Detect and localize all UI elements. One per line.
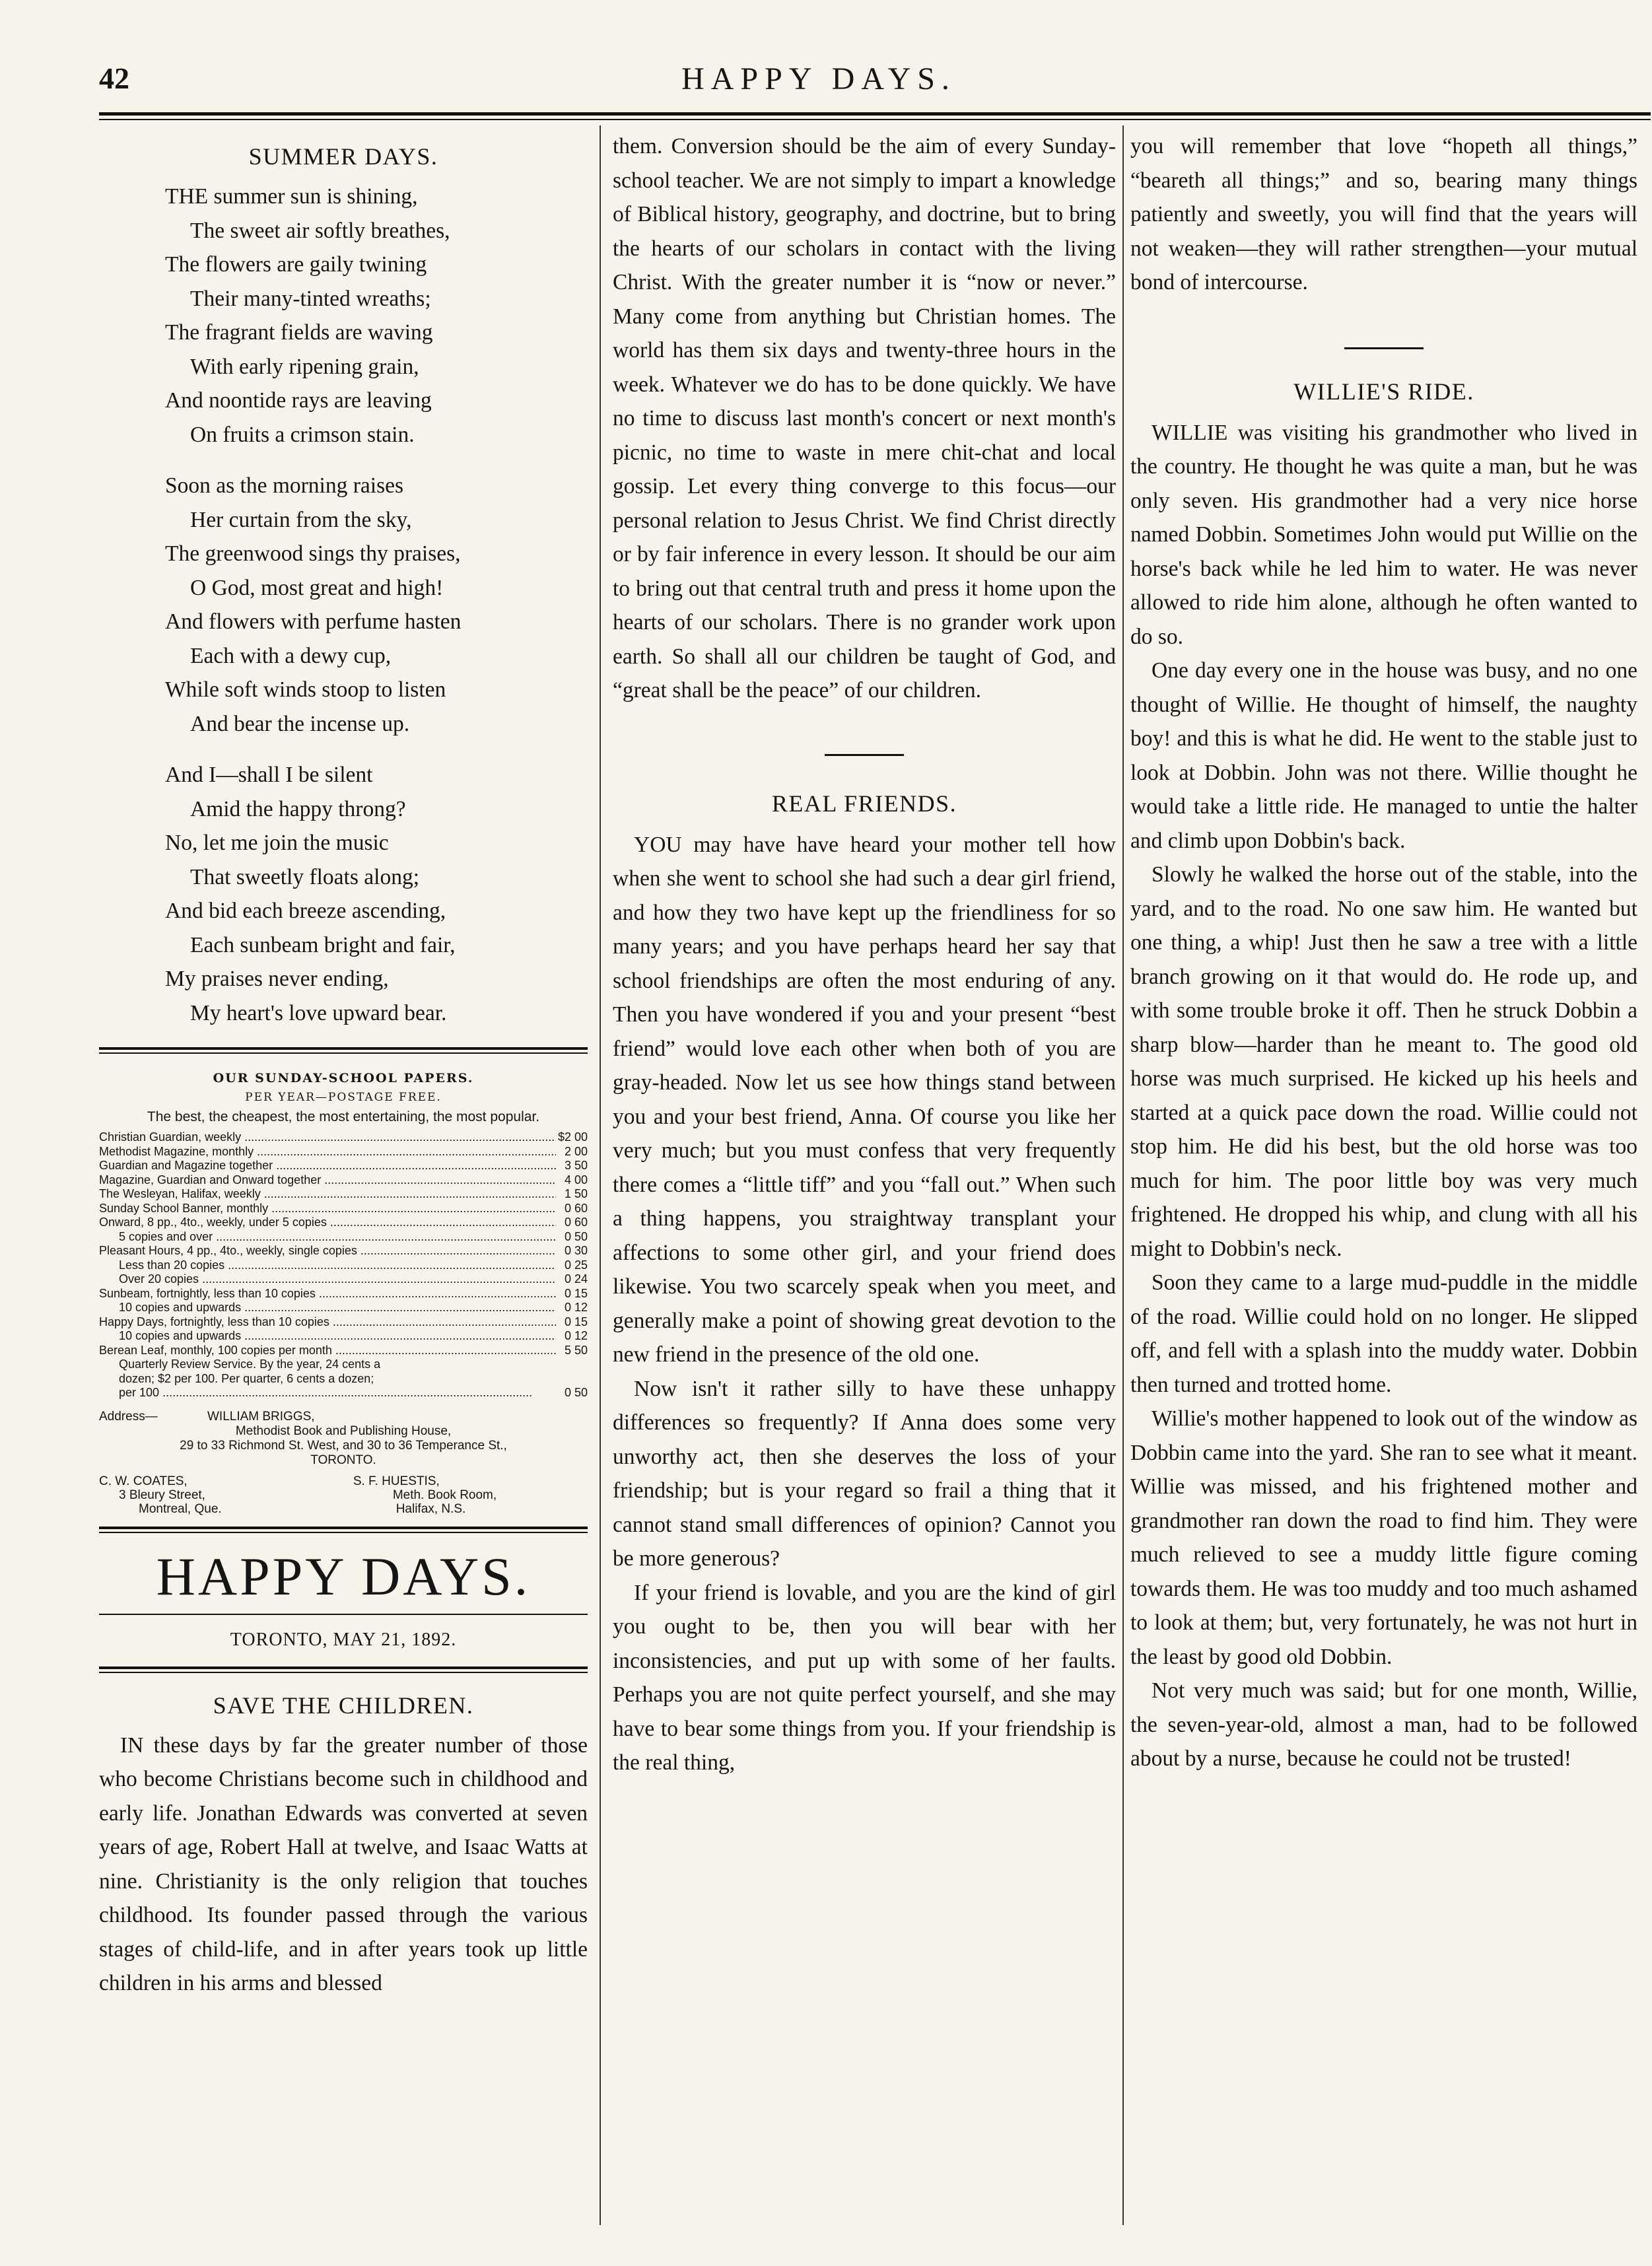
publication-name: Happy Days, fortnightly, less than 10 copies ..... — [99, 1315, 556, 1330]
price: 1 50 — [564, 1187, 588, 1200]
price-row — [99, 1386, 588, 1400]
paragraph: Soon they came to a large mud-puddle in the middle of the road. Willie could hold on no longer. He slipped off, and fell with a splash into the muddy water. Dobbin then turned and trotted home. — [1130, 1270, 1637, 1397]
price: 5 50 — [564, 1343, 588, 1357]
publication-name: per 100 ..... — [99, 1386, 556, 1400]
paragraph: was visiting his grandmother who lived in the country. He thought he was quite a man, but he was only seven. His grandmother had a very nice horse named Dobbin. Sometimes John would put Willie on the horse's back while he led him to water. He was never allowed to ride him alone, although he often wanted to do so. — [1130, 420, 1637, 649]
drop-word: YOU — [634, 832, 682, 857]
price: 0 12 — [564, 1301, 588, 1314]
column-3 — [1130, 129, 1637, 1776]
page-number: 42 — [99, 61, 129, 95]
price-row — [99, 1357, 588, 1372]
publication-name: 5 copies and over ..... — [99, 1230, 556, 1245]
price: 0 50 — [564, 1229, 588, 1243]
agent-montreal — [99, 1474, 333, 1516]
poem-line: My praises never ending, — [165, 967, 389, 991]
agent-city: Montreal, Que. — [139, 1501, 222, 1516]
price: $2 00 — [557, 1130, 588, 1144]
poem-line: Each with a dewy cup, — [190, 643, 392, 668]
price — [556, 1357, 588, 1372]
poem-line: The fragrant fields are waving — [165, 320, 433, 345]
price: 3 50 — [564, 1159, 588, 1172]
poem-line: Her curtain from the sky, — [190, 507, 412, 532]
section-rule — [99, 1527, 588, 1533]
column-divider — [1122, 125, 1124, 2225]
running-title: HAPPY DAYS. — [681, 61, 956, 96]
publication-name: Magazine, Guardian and Onward together ..... — [99, 1173, 556, 1188]
price-row — [99, 1272, 588, 1287]
publication-name: Onward, 8 pp., 4to., weekly, under 5 copies ..... — [99, 1216, 556, 1230]
article-real-friends-continued — [1130, 129, 1637, 300]
address-line: 29 to 33 Richmond St. West, and 30 to 36 Temperance St., — [180, 1438, 507, 1453]
poem-line: Each sunbeam bright and fair, — [190, 932, 456, 957]
column-divider — [600, 125, 601, 2225]
poem-line: My heart's love upward bear. — [190, 1000, 447, 1025]
paragraph: them. Conversion should be the aim of every Sunday-school teacher. We are not simply to impart a knowledge of Biblical history, geography, and doctrine, but to bring the hearts of our scholars in contact with the living Christ. With the greater number it is “now or never.” Many come from anything but Christian homes. The world has them six days and twenty-three hours in the week. Whatever we do has to be done quickly. We have no time to discuss last month's concert or next month's picnic, no time to waste in mere chit-chat and local gossip. Let every thing converge to this focus—our personal relation to Jesus Christ. We find Christ directly or by fair inference in every lesson. It should be our aim to bring out that central truth and press it home upon the hearts of our scholars. There is no grander work upon earth. So shall all our children be taught of God, and “great shall be the peace” of our children. — [613, 134, 1116, 703]
price: 0 25 — [564, 1258, 588, 1272]
price-row — [99, 1230, 588, 1245]
publication-name: Christian Guardian, weekly ..... — [99, 1130, 556, 1145]
publication-name: Sunday School Banner, monthly ..... — [99, 1202, 556, 1216]
article-title-real-friends: REAL FRIENDS. — [771, 790, 957, 817]
price: 0 15 — [564, 1286, 588, 1300]
publication-name: Methodist Magazine, monthly ..... — [99, 1145, 556, 1159]
agent-halifax — [353, 1474, 588, 1516]
poem-line: Their many-tinted wreaths; — [190, 286, 431, 311]
price: 0 15 — [564, 1315, 588, 1328]
price-list — [99, 1130, 588, 1400]
agent-street: 3 Bleury Street, — [119, 1488, 205, 1502]
poem-line: Amid the happy throng? — [190, 796, 406, 821]
price: 0 50 — [564, 1386, 588, 1399]
paragraph: Now isn't it rather silly to have these unhappy differences so frequently? If Anna does some very unworthy act, then she deserves the loss of your friendship; but is your regard so frail a thing that it cannot stand small differences of opinion? Cannot you be more generous? — [613, 1376, 1116, 1571]
price-row — [99, 1216, 588, 1230]
price: 0 30 — [564, 1244, 588, 1257]
poem-line: And I—shall I be silent — [165, 763, 373, 787]
poem-line: And bid each breeze ascending, — [165, 899, 446, 923]
price: 4 00 — [564, 1173, 588, 1186]
poem-line: That sweetly floats along; — [190, 864, 420, 889]
masthead-title: HAPPY DAYS. — [156, 1546, 531, 1606]
paragraph: Slowly he walked the horse out of the stable, into the yard, and to the road. No one saw him. He wanted but one thing, a whip! Just then he saw a tree with a little branch growing on it that would do. He rode up, and with some trouble broke it off. Then he struck Dobbin a sharp blow—harder than he meant to. The good old horse was much surprised. He kicked up his heels and started at a quick pace down the road. Willie could not stop him. He did his best, but the old horse was too much for him. The poor little boy was very much frightened. He dropped his whip, and clung with all his might to Dobbin's neck. — [1130, 862, 1637, 1261]
publication-name: Guardian and Magazine together ..... — [99, 1159, 556, 1173]
drop-word: WILLIE — [1152, 420, 1228, 445]
publication-name: Less than 20 copies ..... — [99, 1258, 556, 1273]
papers-title: OUR SUNDAY-SCHOOL PAPERS. — [213, 1071, 474, 1085]
address-label: Address— — [99, 1409, 158, 1424]
article-real-friends — [613, 828, 1116, 1780]
poem-line: And noontide rays are leaving — [165, 388, 432, 413]
drop-word: IN — [120, 1733, 144, 1758]
publication-name: Over 20 copies ..... — [99, 1272, 556, 1287]
price: 0 24 — [564, 1272, 588, 1286]
article-title-willies-ride: WILLIE'S RIDE. — [1293, 378, 1474, 405]
running-header — [99, 61, 1538, 114]
poem-line: O God, most great and high! — [190, 575, 444, 600]
agent-city: Halifax, N.S. — [396, 1501, 466, 1516]
price-row — [99, 1287, 588, 1301]
price — [556, 1372, 588, 1387]
poem-title: SUMMER DAYS. — [248, 143, 438, 170]
price: 0 60 — [564, 1216, 588, 1229]
price-row — [99, 1187, 588, 1202]
section-rule — [99, 1666, 588, 1673]
poem-body — [99, 180, 588, 1030]
address-line: Methodist Book and Publishing House, — [235, 1424, 452, 1438]
poem-line: Soon as the morning raises — [165, 473, 404, 498]
poem-stanza — [165, 758, 588, 1030]
paragraph: If your friend is lovable, and you are the kind of girl you ought to be, then you will bear with her inconsistencies, and put up with some of her faults. Perhaps you are not quite perfect yourself, and she may have to bear some things from you. If your friendship is the real thing, — [613, 1580, 1116, 1775]
poem-line: And flowers with perfume hasten — [165, 609, 462, 634]
price-row — [99, 1258, 588, 1273]
poem-stanza — [165, 469, 588, 741]
price-row — [99, 1145, 588, 1159]
column-2 — [613, 129, 1116, 1780]
price-row — [99, 1372, 588, 1387]
section-divider-ornament — [1130, 337, 1637, 345]
paragraph: may have have heard your mother tell how when she went to school she had such a dear girl friend, and how they two have kept up the friendliness for so many years; and you have perhaps heard her say that school friendships are often the most enduring of any. Then you have wondered if you and your present “best friend” would love each other when both of you are gray-headed. Now let us see how things stand between you and your best friend, Anna. Of course you like her very much; but you must confess that very frequently there comes a “little tiff” and you “fall out.” When such a thing happens, you straightway transplant your affections to some other girl, and your friend does likewise. You two scarcely speak when you meet, and generally make a point of showing great devotion to the new friend in the presence of the old one. — [613, 832, 1116, 1367]
agents — [99, 1474, 588, 1516]
paragraph: these days by far the greater number of those who become Christians become such in childhood and early life. Jonathan Edwards was converted at seven years of age, Robert Hall at twelve, and Isaac Watts at nine. Christianity is the only religion that touches childhood. Its founder passed through the various stages of child-life, and in after years took up little children in his arms and blessed — [99, 1733, 588, 1995]
price-row — [99, 1130, 588, 1145]
section-rule — [99, 1614, 588, 1615]
publication-name: Berean Leaf, monthly, 100 copies per month ..... — [99, 1344, 556, 1358]
article-title-save-children: SAVE THE CHILDREN. — [213, 1692, 474, 1719]
papers-intro: The best, the cheapest, the most entertaining, the most popular. — [147, 1109, 540, 1124]
paragraph: Not very much was said; but for one month, Willie, the seven-year-old, almost a man, had to be followed about by a nurse, because he could not be trusted! — [1130, 1678, 1637, 1771]
price-row — [99, 1315, 588, 1330]
agent-street: Meth. Book Room, — [392, 1488, 497, 1502]
price: 0 60 — [564, 1201, 588, 1215]
paragraph: One day every one in the house was busy, and no one thought of Willie. He thought of himself, the naughty boy! and this is what he did. He went to the stable just to look at Dobbin. John was not there. Willie thought he would take a little ride. He managed to untie the halter and climb upon Dobbin's back. — [1130, 658, 1637, 853]
poem-line: On fruits a crimson stain. — [190, 422, 415, 447]
poem-line: The sweet air softly breathes, — [190, 218, 450, 243]
papers-subtitle: PER YEAR—POSTAGE FREE. — [245, 1091, 442, 1104]
paragraph: you will remember that love “hopeth all things,” “beareth all things;” and so, bearing many things patiently and sweetly, you will find that the years will not weaken—they will rather strengthen—your mutual bond of intercourse. — [1130, 134, 1637, 294]
price-row — [99, 1159, 588, 1173]
publisher-address — [99, 1410, 588, 1468]
publication-name: dozen; $2 per 100. Per quarter, 6 cents a dozen; — [119, 1371, 374, 1385]
article-willies-ride — [1130, 416, 1637, 1776]
poem-line: While soft winds stoop to listen — [165, 677, 446, 702]
column-1 — [99, 129, 588, 2001]
poem-line: With early ripening grain, — [190, 354, 419, 379]
publication-name: Quarterly Review Service. By the year, 24 cents a — [119, 1357, 381, 1371]
poem-line: The greenwood sings thy praises, — [165, 541, 461, 566]
dateline: TORONTO, MAY 21, 1892. — [230, 1629, 457, 1650]
price-row — [99, 1173, 588, 1188]
publication-name: The Wesleyan, Halifax, weekly ..... — [99, 1187, 556, 1202]
publication-name: Pleasant Hours, 4 pp., 4to., weekly, single copies ..... — [99, 1244, 556, 1258]
poem-line: No, let me join the music — [165, 831, 389, 855]
price: 2 00 — [564, 1144, 588, 1158]
article-save-children-continued — [613, 129, 1116, 708]
address-line: TORONTO. — [310, 1453, 376, 1467]
agent-name: C. W. COATES, — [99, 1474, 188, 1488]
price-row — [99, 1301, 588, 1315]
header-rule — [99, 112, 1651, 120]
price-row — [99, 1344, 588, 1358]
paragraph: Willie's mother happened to look out of the window as Dobbin came into the yard. She ran to see what it meant. Willie was missed, and his frightened mother and grandmother ran down the road to find him. They were much relieved to see a muddy little figure coming towards them. He was too muddy and too much ashamed to look at them; but, very fortunately, he was not hurt in the least by good old Dobbin. — [1130, 1406, 1637, 1669]
poem-stanza — [165, 180, 588, 452]
poem-line: The flowers are gaily twining — [165, 252, 427, 277]
price-row — [99, 1202, 588, 1216]
price-row — [99, 1329, 588, 1344]
publication-name: Sunbeam, fortnightly, less than 10 copies ..... — [99, 1287, 556, 1301]
poem-line: And bear the incense up. — [190, 711, 410, 736]
section-divider-ornament — [613, 743, 1116, 751]
article-save-children — [99, 1729, 588, 2001]
publication-name: 10 copies and upwards ..... — [99, 1329, 556, 1344]
publication-name: 10 copies and upwards ..... — [99, 1301, 556, 1315]
publisher-name: WILLIAM BRIGGS, — [207, 1409, 315, 1424]
poem-line: THE summer sun is shining, — [165, 184, 418, 209]
price-row — [99, 1244, 588, 1258]
price: 0 12 — [564, 1329, 588, 1342]
section-rule — [99, 1047, 588, 1054]
agent-name: S. F. HUESTIS, — [353, 1474, 440, 1488]
